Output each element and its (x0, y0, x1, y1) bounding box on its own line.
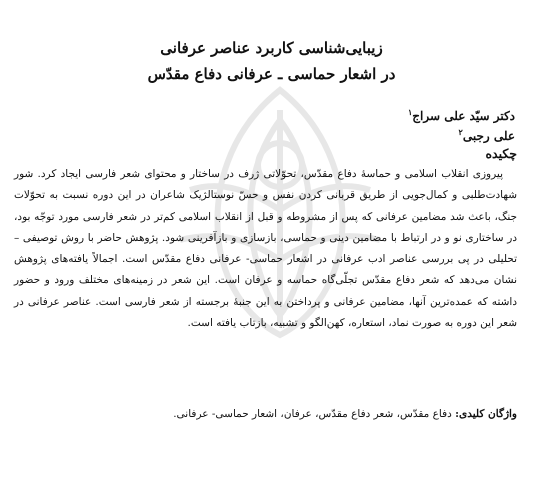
keywords-label: واژگان کلیدی: (455, 408, 517, 420)
keywords-list: دفاع مقدّس، شعر دفاع مقدّس، عرفان، اشعار حماسی- عرفانی. (173, 408, 456, 420)
author-1-name: دکتر سیّد علی سراج (412, 109, 515, 123)
abstract-paragraph: پیروزی انقلاب اسلامی و حماسهٔ دفاع مقدّس، تحوّلاتی ژرف در ساختار و محتوای شعر فارسی ایجاد کرد. شور شهادت‌طلبی و کمال‌جویی از طریق قربانی کردن نفس و حسّ نوستالژیک شاعران در این دوره نسبت به تحوّلات جنگ، باعث شد مضامین عرفانی که پس از مشروطه و قبل از انقلاب اسلامی کم‌تر در شعر فارسی مورد توجّه بود، در ساختاری نو و در ارتباط با مضامین دینی و حماسی، بازسازی و بازآفرینی شود. پژوهش حاضر با روش توصیفی – تحلیلی در پی بررسی عناصر ادب عرفانی در اشعار حماسی- عرفانی دفاع مقدّس است. اجمالاً یافته‌های پژوهش نشان می‌دهد که شعر دفاع مقدّس تجلّی‌گاه حماسه و عرفان است. این شعر در زمینه‌های مختلف ورود و حضور داشته که عمده‌ترین آنها، مضامین عرفانی و پرداختن به این جنبهٔ برجسته از شعر فارسی است. عناصر عرفانی در شعر این دوره به صورت نماد، استعاره، کهن‌الگو و تشبیه، بازتاب یافته است. (14, 168, 517, 330)
author-1-footnote-mark[interactable]: ۱ (408, 107, 413, 117)
paper-title-line-1: زیبایی‌شناسی کاربرد عناصر عرفانی (160, 39, 383, 57)
author-1 (408, 104, 515, 124)
author-2 (459, 124, 515, 144)
abstract-heading: چکیده (485, 146, 517, 161)
author-2-name: علی رجبی (462, 129, 515, 143)
author-2-footnote-mark[interactable]: ۲ (458, 127, 463, 137)
keywords-line (14, 404, 517, 424)
paper-title-line-2: در اشعار حماسی ـ عرفانی دفاع مقدّس (147, 65, 396, 83)
abstract-body (14, 164, 517, 334)
